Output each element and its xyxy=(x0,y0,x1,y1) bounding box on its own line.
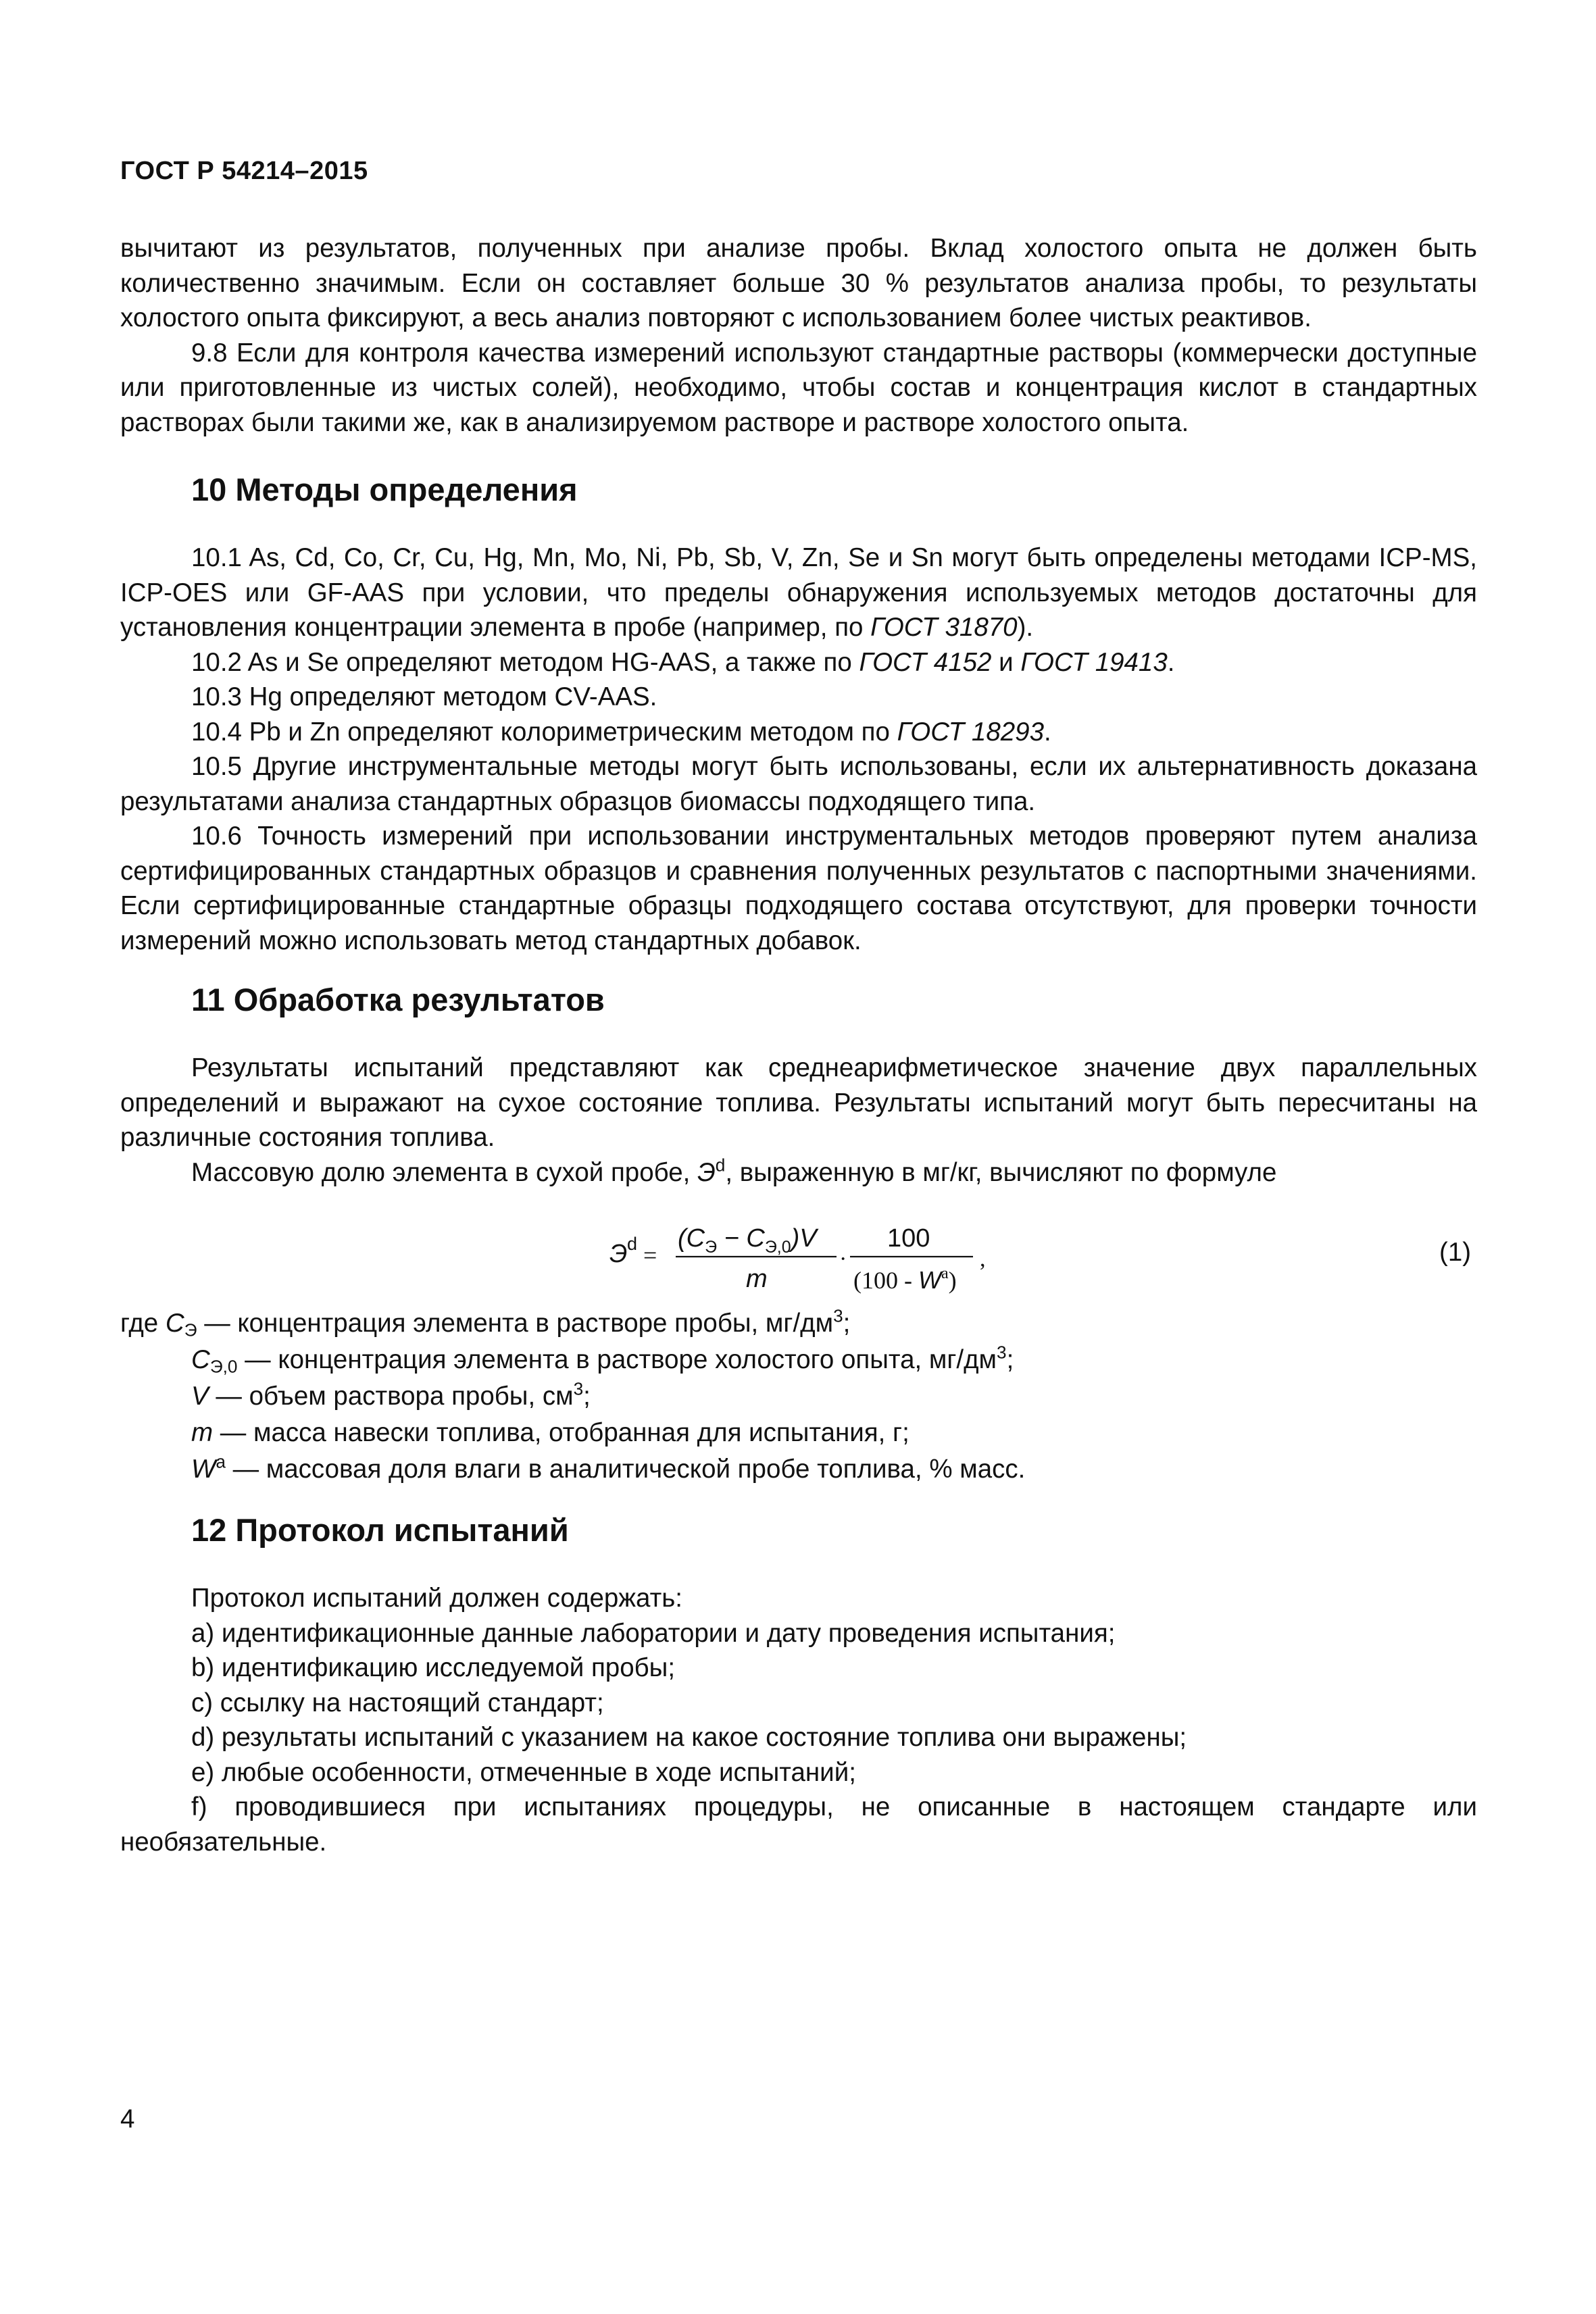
clause-10-4 xyxy=(120,715,1477,750)
section-12 xyxy=(120,1510,1477,1551)
protocol-item-e: e) любые особенности, отмеченные в ходе испытаний; xyxy=(191,1757,856,1787)
legend-text: — объем раствора пробы, см xyxy=(208,1382,574,1411)
mass-fraction-end: , выраженную в мг/кг, вычисляют по формуле xyxy=(725,1157,1277,1187)
mass-fraction-symbol: Э xyxy=(697,1157,716,1187)
mass-fraction-superscript: d xyxy=(715,1155,726,1176)
section-10-title: 10 Методы определения xyxy=(191,472,578,507)
legend-symbol: m xyxy=(191,1418,214,1447)
legend-end: ; xyxy=(583,1382,591,1411)
formula-num1: $(C_Э - C_{Э,0})V$ xyxy=(678,1224,817,1257)
clause-9-8: 9.8 Если для контроля качества измерений используют стандартные растворы (коммерчески доступные или приготовленные из чистых солей), необходимо, чтобы состав и концентрация кислот в стандартных растворах были такими же, как в анализируемом растворе и растворе холостого опыта. xyxy=(120,338,1477,437)
legend-item-c-e0 xyxy=(120,1342,1477,1378)
clause-10-2-text: 10.2 As и Se определяют методом HG-AAS, а также по xyxy=(191,647,859,677)
results-paragraph: Результаты испытаний представляют как среднеарифметическое значение двух параллельных определений и выражают на сухое состояние топлива. Результаты испытаний могут быть пересчитаны на различные состояния топлива. xyxy=(120,1053,1477,1152)
page-number: 4 xyxy=(120,2105,135,2134)
protocol-item-c: c) ссылку на настоящий стандарт; xyxy=(191,1688,604,1717)
formula-lhs: Э xyxy=(609,1240,628,1268)
legend-prefix: где xyxy=(120,1309,166,1338)
formula-1 xyxy=(608,1209,1041,1297)
legend-end: ; xyxy=(1006,1345,1014,1374)
formula-comma: , xyxy=(980,1247,986,1272)
legend-item-c-e xyxy=(120,1305,1477,1342)
section-12-title: 12 Протокол испытаний xyxy=(191,1512,569,1548)
clause-10-1 xyxy=(120,540,1477,645)
formula-den2: $(100 - W^a)$ xyxy=(853,1265,957,1294)
section-11-body xyxy=(120,1051,1477,1190)
clause-10-4-end: . xyxy=(1044,717,1051,747)
clause-10-4-text: 10.4 Pb и Zn определяют колориметрическим методом по xyxy=(191,717,897,747)
legend-subscript: Э xyxy=(184,1319,197,1340)
legend-superscript: 3 xyxy=(997,1342,1007,1363)
formula-num2: 100 xyxy=(887,1224,930,1253)
clause-10-3: 10.3 Hg определяют методом CV-AAS. xyxy=(191,682,657,711)
legend-end: ; xyxy=(843,1309,851,1338)
gost-18293-ref: ГОСТ 18293 xyxy=(897,717,1044,747)
legend-item-m xyxy=(120,1415,1477,1451)
section-12-body xyxy=(120,1581,1477,1859)
formula-equals: = xyxy=(643,1242,657,1269)
clause-10-6: 10.6 Точность измерений при использовании инструментальных методов проверяют путем анализа сертифицированных стандартных образцов и сравнения полученных результатов с паспортными значениями. Если сертифицированные стандартные образцы подходящего состава отсутствуют, для проверки точности измерений можно использовать метод стандартных добавок. xyxy=(120,822,1477,955)
formula-den1: m xyxy=(746,1265,768,1293)
intro-section xyxy=(120,231,1477,440)
legend-symbol: C xyxy=(165,1309,184,1338)
section-10 xyxy=(120,470,1477,510)
mass-fraction-paragraph xyxy=(120,1155,1477,1190)
legend-text: — масса навески топлива, отобранная для испытания, г; xyxy=(213,1418,909,1447)
section-11-title: 11 Обработка результатов xyxy=(191,982,605,1017)
clause-10-1-text: 10.1 As, Cd, Co, Cr, Cu, Hg, Mn, Mo, Ni, Pb, Sb, V, Zn, Se и Sn могут быть определены методами ICP-MS, ICP-OES или GF-AAS при условии, что пределы обнаружения используемых методов достаточны для установления концентрации элемента в пробе (например, по xyxy=(120,543,1477,642)
mass-fraction-text: Массовую долю элемента в сухой пробе, xyxy=(191,1157,698,1187)
legend-text: — концентрация элемента в растворе холостого опыта, мг/дм xyxy=(237,1345,997,1374)
clause-10-2 xyxy=(120,645,1477,680)
formula-legend xyxy=(120,1305,1477,1488)
legend-symbol: W xyxy=(191,1455,216,1484)
gost-19413-ref: ГОСТ 19413 xyxy=(1020,647,1168,677)
formula-dot: · xyxy=(839,1247,847,1272)
protocol-item-a: a) идентификационные данные лаборатории и дату проведения испытания; xyxy=(191,1618,1116,1648)
protocol-intro: Протокол испытаний должен содержать: xyxy=(191,1584,682,1613)
gost-4152-ref: ГОСТ 4152 xyxy=(859,647,992,677)
section-11 xyxy=(120,980,1477,1020)
section-10-body xyxy=(120,540,1477,958)
protocol-item-d: d) результаты испытаний с указанием на какое состояние топлива они выражены; xyxy=(191,1723,1187,1752)
clause-10-1-end: ). xyxy=(1017,613,1034,642)
legend-item-v xyxy=(120,1378,1477,1415)
legend-symbol-superscript: a xyxy=(216,1451,226,1472)
formula-lhs-sup: d xyxy=(627,1234,638,1254)
legend-subscript: Э,0 xyxy=(209,1356,238,1377)
protocol-item-b: b) идентификацию исследуемой пробы; xyxy=(191,1653,676,1682)
protocol-item-f: f) проводившиеся при испытаниях процедуры, не описанные в настоящем стандарте или необязательные. xyxy=(120,1792,1477,1857)
legend-symbol: V xyxy=(191,1382,209,1411)
legend-superscript: 3 xyxy=(833,1305,843,1326)
legend-item-w xyxy=(120,1451,1477,1488)
clause-10-5: 10.5 Другие инструментальные методы могут быть использованы, если их альтернативность доказана результатами анализа стандартных образцов биомассы подходящего типа. xyxy=(120,752,1477,816)
intro-paragraph-1: вычитают из результатов, полученных при анализе пробы. Вклад холостого опыта не должен быть количественно значимым. Если он составляет больше 30 % результатов анализа пробы, то результаты холостого опыта фиксируют, а весь анализ повторяют с использованием более чистых реактивов. xyxy=(120,234,1477,332)
clause-10-2-and: и xyxy=(991,647,1021,677)
document-header: ГОСТ Р 54214–2015 xyxy=(120,157,368,185)
legend-symbol: C xyxy=(191,1345,210,1374)
legend-superscript: 3 xyxy=(573,1378,584,1399)
gost-31870-ref: ГОСТ 31870 xyxy=(870,613,1018,642)
clause-10-2-end: . xyxy=(1167,647,1175,677)
legend-text: — концентрация элемента в растворе пробы, мг/дм xyxy=(197,1309,834,1338)
equation-number: (1) xyxy=(1439,1238,1472,1267)
legend-text: — массовая доля влаги в аналитической пробе топлива, % масс. xyxy=(225,1455,1026,1484)
